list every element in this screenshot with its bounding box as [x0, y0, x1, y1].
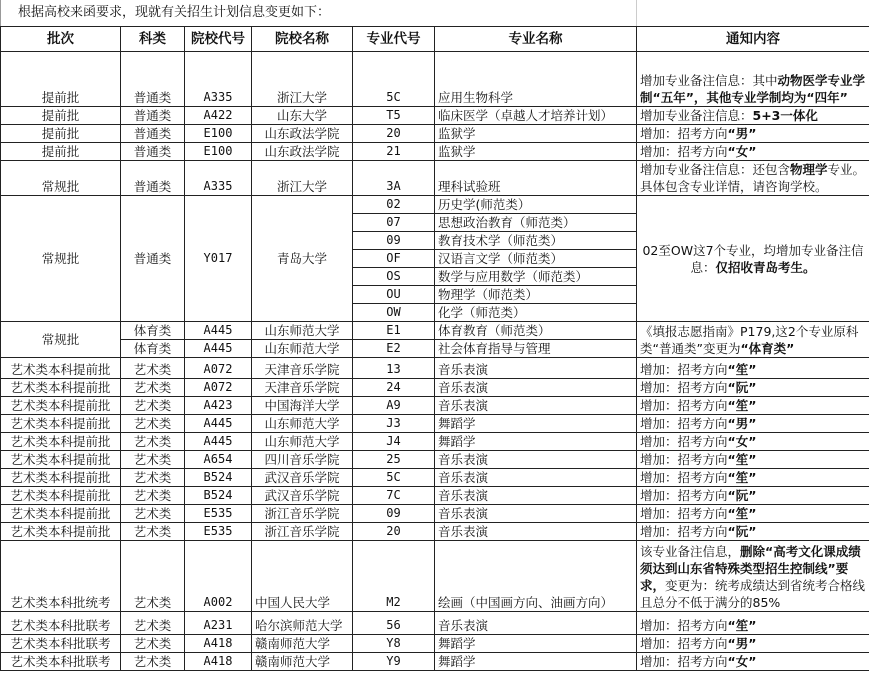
major-name-cell: 舞蹈学 — [435, 433, 637, 451]
admission-changes-table — [0, 26, 869, 671]
notice-cell — [637, 322, 869, 358]
school-code-cell: A445 — [185, 340, 252, 358]
notice-text: 增加：招考方向 — [640, 126, 728, 141]
school-name-cell: 浙江大学 — [252, 52, 353, 107]
school-code-cell: A072 — [185, 358, 252, 379]
notice-cell — [637, 196, 869, 322]
batch-cell: 艺术类本科提前批 — [1, 358, 121, 379]
major-name-cell: 舞蹈学 — [435, 653, 637, 671]
batch-cell: 艺术类本科提前批 — [1, 505, 121, 523]
table-row — [1, 505, 869, 523]
major-code-cell: T5 — [353, 107, 435, 125]
notice-text: 增加：招考方向 — [640, 636, 728, 651]
school-code-cell: A335 — [185, 52, 252, 107]
category-cell: 艺术类 — [121, 612, 185, 635]
school-code-cell: A445 — [185, 322, 252, 340]
category-cell: 艺术类 — [121, 635, 185, 653]
major-name-cell: 汉语言文学（师范类） — [435, 250, 637, 268]
notice-cell — [637, 397, 869, 415]
notice-cell — [637, 541, 869, 612]
notice-text: 02至OW这7个专业，均增加专业备注信息： — [642, 242, 864, 275]
major-name-cell: 舞蹈学 — [435, 635, 637, 653]
school-code-cell: B524 — [185, 487, 252, 505]
batch-cell: 艺术类本科提前批 — [1, 415, 121, 433]
table-row — [1, 541, 869, 612]
header-major-name: 专业名称 — [435, 27, 637, 52]
notice-emphasis: 动物医学专业学制“五年”，其他专业学制均为“四年” — [640, 73, 866, 105]
major-code-cell: 7C — [353, 487, 435, 505]
notice-emphasis: “男” — [727, 636, 757, 651]
batch-cell: 艺术类本科提前批 — [1, 469, 121, 487]
notice-cell — [637, 161, 869, 196]
header-row — [1, 27, 869, 52]
notice-text: 增加：招考方向 — [640, 398, 728, 413]
school-name-cell: 哈尔滨师范大学 — [252, 612, 353, 635]
batch-cell: 艺术类本科提前批 — [1, 523, 121, 541]
school-code-cell: A231 — [185, 612, 252, 635]
notice-text: 增加：招考方向 — [640, 434, 728, 449]
notice-text: 增加：招考方向 — [640, 524, 728, 539]
school-name-cell: 青岛大学 — [252, 196, 353, 322]
school-code-cell: E535 — [185, 523, 252, 541]
notice-emphasis: 5+3一体化 — [752, 108, 818, 123]
notice-emphasis: “阮” — [727, 524, 757, 539]
category-cell: 艺术类 — [121, 469, 185, 487]
major-code-cell: 20 — [353, 125, 435, 143]
notice-text: 《填报志愿指南》P179,这2个专业原科类“普通类”变更为 — [640, 324, 859, 356]
school-code-cell: A654 — [185, 451, 252, 469]
notice-text: 增加专业备注信息： — [640, 108, 753, 123]
header-category: 科类 — [121, 27, 185, 52]
table-row — [1, 52, 869, 107]
category-cell: 体育类 — [121, 322, 185, 340]
major-name-cell: 理科试验班 — [435, 161, 637, 196]
major-name-cell: 社会体育指导与管理 — [435, 340, 637, 358]
category-cell: 普通类 — [121, 52, 185, 107]
school-code-cell: A072 — [185, 379, 252, 397]
notice-emphasis: “男” — [727, 416, 757, 431]
notice-cell — [637, 52, 869, 107]
major-code-cell: E2 — [353, 340, 435, 358]
table-row — [1, 635, 869, 653]
notice-emphasis: “女” — [727, 654, 757, 669]
category-cell: 艺术类 — [121, 487, 185, 505]
notice-cell — [637, 433, 869, 451]
major-code-cell: OF — [353, 250, 435, 268]
batch-cell: 常规批 — [1, 196, 121, 322]
notice-text: 增加：招考方向 — [640, 654, 728, 669]
table-row — [1, 451, 869, 469]
school-code-cell: E535 — [185, 505, 252, 523]
batch-cell: 艺术类本科提前批 — [1, 433, 121, 451]
table-row — [1, 161, 869, 196]
header-school-code: 院校代号 — [185, 27, 252, 52]
notice-cell — [637, 635, 869, 653]
header-notice: 通知内容 — [637, 27, 869, 52]
school-name-cell: 浙江大学 — [252, 161, 353, 196]
major-code-cell: Y8 — [353, 635, 435, 653]
major-code-cell: 13 — [353, 358, 435, 379]
school-name-cell: 山东政法学院 — [252, 143, 353, 161]
notice-emphasis: 物理学 — [790, 162, 828, 177]
major-code-cell: Y9 — [353, 653, 435, 671]
batch-cell: 提前批 — [1, 52, 121, 107]
major-name-cell: 体育教育（师范类） — [435, 322, 637, 340]
table-row — [1, 415, 869, 433]
notice-cell — [637, 505, 869, 523]
notice-text: 增加：招考方向 — [640, 470, 728, 485]
school-code-cell: A002 — [185, 541, 252, 612]
notice-text: 变更为：统考成绩达到省统考合格线且总分不低于满分的85% — [640, 578, 866, 610]
major-code-cell: 56 — [353, 612, 435, 635]
category-cell: 艺术类 — [121, 397, 185, 415]
major-code-cell: 5C — [353, 52, 435, 107]
notice-cell — [637, 469, 869, 487]
batch-cell: 提前批 — [1, 107, 121, 125]
table-row — [1, 653, 869, 671]
major-name-cell: 音乐表演 — [435, 451, 637, 469]
table-row — [1, 469, 869, 487]
major-code-cell: 25 — [353, 451, 435, 469]
notice-text: 该专业备注信息， — [640, 544, 741, 559]
school-code-cell: A445 — [185, 415, 252, 433]
major-name-cell: 物理学（师范类） — [435, 286, 637, 304]
school-code-cell: A422 — [185, 107, 252, 125]
notice-text: 增加专业备注信息：其中 — [640, 73, 778, 88]
category-cell: 艺术类 — [121, 379, 185, 397]
school-name-cell: 武汉音乐学院 — [252, 487, 353, 505]
school-code-cell: E100 — [185, 143, 252, 161]
notice-emphasis: “男” — [727, 126, 757, 141]
school-name-cell: 浙江音乐学院 — [252, 523, 353, 541]
notice-emphasis: “阮” — [727, 488, 757, 503]
category-cell: 艺术类 — [121, 358, 185, 379]
school-code-cell: B524 — [185, 469, 252, 487]
category-cell: 艺术类 — [121, 451, 185, 469]
category-cell: 普通类 — [121, 196, 185, 322]
batch-cell: 艺术类本科提前批 — [1, 397, 121, 415]
major-name-cell: 教育技术学（师范类） — [435, 232, 637, 250]
header-major-code: 专业代号 — [353, 27, 435, 52]
notice-text: 增加：招考方向 — [640, 416, 728, 431]
school-code-cell: A445 — [185, 433, 252, 451]
major-code-cell: 21 — [353, 143, 435, 161]
notice-text: 增加：招考方向 — [640, 144, 728, 159]
batch-cell: 艺术类本科批联考 — [1, 635, 121, 653]
notice-emphasis: 删除“高考文化课成绩须达到山东省特殊类型招生控制线”要求， — [640, 544, 861, 593]
school-name-cell: 四川音乐学院 — [252, 451, 353, 469]
batch-cell: 艺术类本科提前批 — [1, 451, 121, 469]
major-name-cell: 音乐表演 — [435, 397, 637, 415]
major-name-cell: 舞蹈学 — [435, 415, 637, 433]
notice-cell — [637, 523, 869, 541]
major-name-cell: 监狱学 — [435, 143, 637, 161]
major-code-cell: J3 — [353, 415, 435, 433]
notice-text: 增加：招考方向 — [640, 452, 728, 467]
notice-emphasis: “笙” — [727, 362, 757, 377]
batch-cell: 提前批 — [1, 143, 121, 161]
school-name-cell: 山东师范大学 — [252, 415, 353, 433]
table-row — [1, 379, 869, 397]
table-row — [1, 322, 869, 340]
notice-cell — [637, 107, 869, 125]
category-cell: 艺术类 — [121, 505, 185, 523]
notice-emphasis: “笙” — [727, 398, 757, 413]
major-code-cell: 20 — [353, 523, 435, 541]
notice-cell — [637, 143, 869, 161]
major-code-cell: J4 — [353, 433, 435, 451]
notice-emphasis: “女” — [727, 434, 757, 449]
school-code-cell: A335 — [185, 161, 252, 196]
notice-emphasis: “笙” — [727, 618, 757, 633]
major-code-cell: A9 — [353, 397, 435, 415]
table-row — [1, 612, 869, 635]
category-cell: 普通类 — [121, 143, 185, 161]
notice-emphasis: 仅招收青岛考生。 — [715, 259, 816, 275]
notice-cell — [637, 451, 869, 469]
school-code-cell: A423 — [185, 397, 252, 415]
major-code-cell: 02 — [353, 196, 435, 214]
batch-cell: 艺术类本科提前批 — [1, 487, 121, 505]
table-row — [1, 397, 869, 415]
school-name-cell: 中国海洋大学 — [252, 397, 353, 415]
notice-text: 增加：招考方向 — [640, 506, 728, 521]
table-row — [1, 125, 869, 143]
table-row — [1, 487, 869, 505]
notice-cell — [637, 358, 869, 379]
category-cell: 艺术类 — [121, 433, 185, 451]
header-batch: 批次 — [1, 27, 121, 52]
notice-emphasis: “女” — [727, 144, 757, 159]
major-code-cell: 09 — [353, 505, 435, 523]
notice-text: 专业。具体包含专业详情，请咨询学校。 — [640, 162, 866, 194]
major-name-cell: 数学与应用数学（师范类） — [435, 268, 637, 286]
category-cell: 普通类 — [121, 125, 185, 143]
school-code-cell: E100 — [185, 125, 252, 143]
major-name-cell: 音乐表演 — [435, 487, 637, 505]
major-code-cell: OW — [353, 304, 435, 322]
major-name-cell: 临床医学（卓越人才培养计划） — [435, 107, 637, 125]
major-name-cell: 化学（师范类） — [435, 304, 637, 322]
major-code-cell: 5C — [353, 469, 435, 487]
major-name-cell: 音乐表演 — [435, 358, 637, 379]
notice-cell — [637, 487, 869, 505]
notice-emphasis: “笙” — [727, 452, 757, 467]
batch-cell: 艺术类本科批联考 — [1, 612, 121, 635]
major-name-cell: 思想政治教育（师范类） — [435, 214, 637, 232]
table-row — [1, 196, 869, 214]
table-row — [1, 433, 869, 451]
major-code-cell: 09 — [353, 232, 435, 250]
notice-text: 增加：招考方向 — [640, 380, 728, 395]
category-cell: 艺术类 — [121, 541, 185, 612]
category-cell: 普通类 — [121, 107, 185, 125]
school-name-cell: 天津音乐学院 — [252, 358, 353, 379]
major-name-cell: 音乐表演 — [435, 612, 637, 635]
notice-emphasis: “笙” — [727, 506, 757, 521]
notice-cell — [637, 125, 869, 143]
major-code-cell: 24 — [353, 379, 435, 397]
intro-text: 根据高校来函要求，现就有关招生计划信息变更如下： — [0, 0, 636, 26]
major-name-cell: 应用生物科学 — [435, 52, 637, 107]
school-name-cell: 山东师范大学 — [252, 340, 353, 358]
notice-text: 增加：招考方向 — [640, 362, 728, 377]
school-name-cell: 赣南师范大学 — [252, 653, 353, 671]
major-code-cell: OU — [353, 286, 435, 304]
category-cell: 艺术类 — [121, 653, 185, 671]
table-row — [1, 523, 869, 541]
notice-text: 增加：招考方向 — [640, 618, 728, 633]
major-name-cell: 音乐表演 — [435, 469, 637, 487]
major-name-cell: 音乐表演 — [435, 523, 637, 541]
notice-text: 增加专业备注信息：还包含 — [640, 162, 791, 177]
table-row — [1, 358, 869, 379]
notice-emphasis: “体育类” — [740, 341, 795, 356]
batch-cell: 艺术类本科批联考 — [1, 653, 121, 671]
school-name-cell: 中国人民大学 — [252, 541, 353, 612]
batch-cell: 常规批 — [1, 161, 121, 196]
major-name-cell: 绘画（中国画方向、油画方向） — [435, 541, 637, 612]
category-cell: 普通类 — [121, 161, 185, 196]
school-name-cell: 武汉音乐学院 — [252, 469, 353, 487]
major-name-cell: 音乐表演 — [435, 505, 637, 523]
category-cell: 体育类 — [121, 340, 185, 358]
notice-text: 增加：招考方向 — [640, 488, 728, 503]
notice-cell — [637, 415, 869, 433]
school-code-cell: A418 — [185, 653, 252, 671]
table-row — [1, 143, 869, 161]
batch-cell: 提前批 — [1, 125, 121, 143]
batch-cell: 艺术类本科提前批 — [1, 379, 121, 397]
major-name-cell: 监狱学 — [435, 125, 637, 143]
school-code-cell: A418 — [185, 635, 252, 653]
notice-cell — [637, 653, 869, 671]
school-code-cell: Y017 — [185, 196, 252, 322]
school-name-cell: 赣南师范大学 — [252, 635, 353, 653]
category-cell: 艺术类 — [121, 415, 185, 433]
notice-emphasis: “笙” — [727, 470, 757, 485]
major-code-cell: E1 — [353, 322, 435, 340]
category-cell: 艺术类 — [121, 523, 185, 541]
school-name-cell: 山东师范大学 — [252, 322, 353, 340]
header-school-name: 院校名称 — [252, 27, 353, 52]
batch-cell: 艺术类本科批统考 — [1, 541, 121, 612]
notice-emphasis: “阮” — [727, 380, 757, 395]
notice-cell — [637, 612, 869, 635]
major-code-cell: 07 — [353, 214, 435, 232]
school-name-cell: 山东政法学院 — [252, 125, 353, 143]
school-name-cell: 天津音乐学院 — [252, 379, 353, 397]
notice-cell — [637, 379, 869, 397]
major-name-cell: 音乐表演 — [435, 379, 637, 397]
major-code-cell: OS — [353, 268, 435, 286]
table-row — [1, 107, 869, 125]
school-name-cell: 山东师范大学 — [252, 433, 353, 451]
major-name-cell: 历史学(师范类） — [435, 196, 637, 214]
batch-cell: 常规批 — [1, 322, 121, 358]
major-code-cell: 3A — [353, 161, 435, 196]
school-name-cell: 山东大学 — [252, 107, 353, 125]
major-code-cell: M2 — [353, 541, 435, 612]
intro-empty-cell — [636, 0, 869, 26]
school-name-cell: 浙江音乐学院 — [252, 505, 353, 523]
